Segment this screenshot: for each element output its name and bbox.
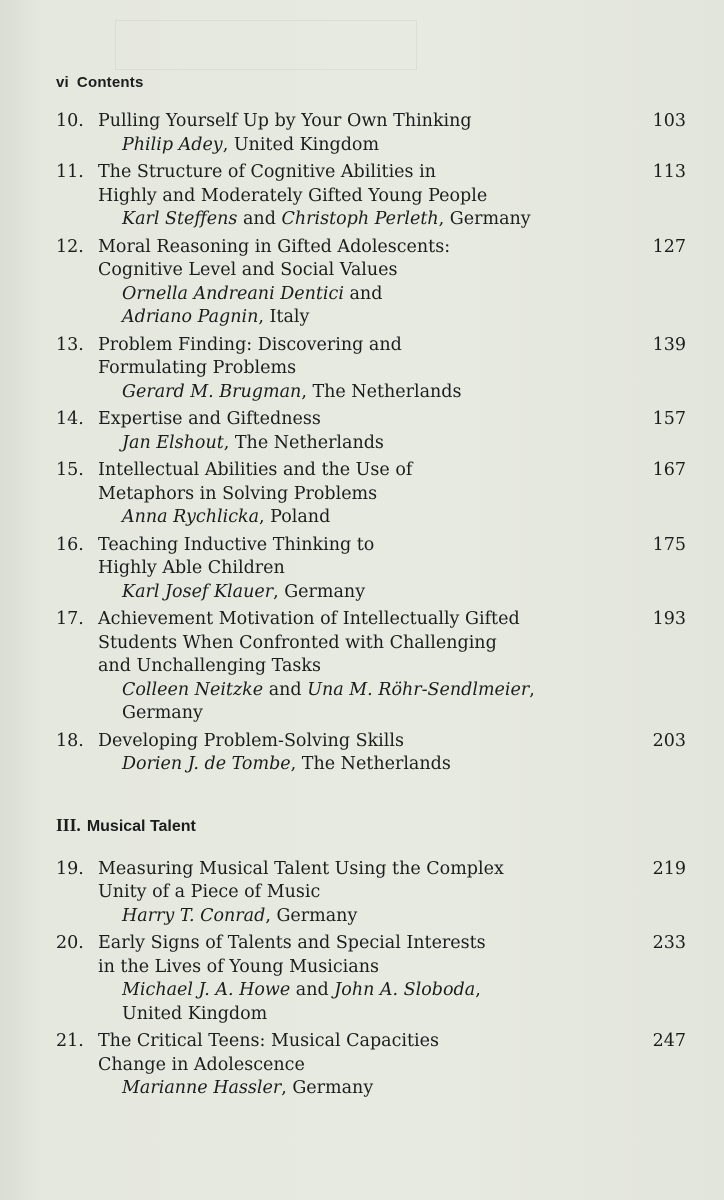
- chapter-page: 127: [652, 236, 686, 257]
- chapter-author-line: [98, 208, 616, 232]
- author-name: Gerard M. Brugman: [122, 381, 302, 402]
- chapter-author-line: [98, 581, 616, 605]
- chapter-page: 233: [652, 933, 686, 953]
- chapter-page: 157: [652, 409, 686, 429]
- author-name: Dorien J. de Tombe: [122, 754, 291, 774]
- chapter-title-line: Pulling Yourself Up by Your Own Thinking: [98, 111, 472, 131]
- toc-entry: [56, 932, 686, 1026]
- chapter-number: 21.: [56, 1031, 84, 1051]
- author-name: Adriano Pagnin: [122, 307, 259, 327]
- author-affiliation: , The Netherlands: [290, 754, 451, 774]
- chapter-title-line: The Structure of Cognitive Abilities in: [98, 162, 436, 182]
- chapter-body: [98, 408, 616, 455]
- chapter-title-line: Moral Reasoning in Gifted Adolescents:: [98, 236, 451, 257]
- chapter-author-line: [98, 905, 616, 929]
- chapter-number: 12.: [56, 236, 84, 257]
- author-name: Jan Elshout: [122, 432, 224, 453]
- chapter-number: 10.: [56, 111, 84, 131]
- author-affiliation: and: [237, 209, 282, 229]
- author-affiliation: United Kingdom: [122, 1003, 268, 1024]
- toc-entry: [56, 858, 686, 929]
- section-heading: [56, 815, 686, 836]
- chapter-number: 17.: [56, 609, 84, 629]
- chapter-title-line: Early Signs of Talents and Special Interests: [98, 933, 486, 953]
- author-name: Anna Rychlicka: [122, 507, 260, 527]
- toc-entry: [56, 534, 686, 605]
- chapter-page: 139: [652, 334, 686, 355]
- author-name: Ornella Andreani Dentici: [122, 283, 344, 304]
- author-affiliation: , The Netherlands: [223, 432, 384, 453]
- chapter-author-line: [98, 979, 616, 1003]
- chapter-author-line: [98, 1077, 616, 1101]
- chapter-title-line: Highly and Moderately Gifted Young People: [98, 185, 488, 206]
- chapter-number: 11.: [56, 162, 84, 182]
- author-affiliation: ,: [529, 679, 535, 700]
- author-name: Karl Josef Klauer: [122, 581, 274, 602]
- toc-entry: [56, 730, 686, 777]
- chapter-body: [98, 161, 616, 232]
- chapter-number: 20.: [56, 933, 84, 953]
- chapter-author-line: [98, 679, 616, 703]
- author-name: Christoph Perleth: [281, 209, 439, 229]
- chapter-body: [98, 236, 616, 330]
- chapter-author-line: [98, 702, 616, 726]
- chapter-body: [98, 1030, 616, 1101]
- toc-entry: [56, 608, 686, 726]
- chapter-number: 13.: [56, 334, 84, 355]
- author-affiliation: , Germany: [281, 1078, 374, 1098]
- toc-list-part-ii: [56, 110, 686, 777]
- author-affiliation: and: [263, 679, 308, 700]
- bleed-through-mark: [115, 20, 417, 70]
- chapter-page: 247: [652, 1031, 686, 1051]
- chapter-title-line: Formulating Problems: [98, 358, 297, 378]
- chapter-number: 15.: [56, 460, 84, 480]
- chapter-title-line: Metaphors in Solving Problems: [98, 483, 378, 504]
- toc-entry: [56, 459, 686, 530]
- chapter-number: 16.: [56, 534, 84, 555]
- author-name: Michael J. A. Howe: [122, 980, 291, 1000]
- toc-entry: [56, 110, 686, 157]
- chapter-body: [98, 858, 616, 929]
- toc-entry: [56, 334, 686, 405]
- author-affiliation: , United Kingdom: [222, 134, 380, 155]
- chapter-page: 167: [652, 460, 686, 480]
- author-affiliation: , Italy: [258, 307, 310, 327]
- chapter-title-line: The Critical Teens: Musical Capacities: [98, 1031, 439, 1051]
- author-affiliation: Germany: [122, 703, 203, 723]
- toc-list-part-iii: [56, 858, 686, 1101]
- chapter-author-line: [98, 432, 616, 456]
- running-header-title: Contents: [76, 74, 144, 91]
- toc-entry: [56, 236, 686, 330]
- chapter-author-line: [98, 506, 616, 530]
- toc-entry: [56, 161, 686, 232]
- chapter-title-line: Unity of a Piece of Music: [98, 882, 321, 902]
- chapter-body: [98, 932, 616, 1026]
- author-name: John A. Sloboda: [334, 980, 476, 1000]
- chapter-author-line: [98, 306, 616, 330]
- chapter-number: 14.: [56, 409, 84, 429]
- author-affiliation: and: [343, 283, 383, 304]
- chapter-title-line: and Unchallenging Tasks: [98, 656, 321, 676]
- chapter-author-line: [98, 753, 616, 777]
- section-title: Musical Talent: [86, 817, 196, 835]
- chapter-title-line: Cognitive Level and Social Values: [98, 260, 398, 280]
- chapter-author-line: [98, 381, 616, 405]
- chapter-page: 175: [652, 534, 686, 555]
- chapter-page: 113: [652, 162, 686, 182]
- chapter-number: 18.: [56, 730, 84, 751]
- chapter-body: [98, 110, 616, 157]
- chapter-body: [98, 459, 616, 530]
- chapter-title-line: Highly Able Children: [98, 558, 285, 578]
- chapter-title-line: Achievement Motivation of Intellectually Gifted: [98, 609, 520, 629]
- section-numeral: III.: [56, 814, 81, 835]
- chapter-body: [98, 730, 616, 777]
- chapter-page: 193: [652, 609, 686, 629]
- chapter-title-line: Intellectual Abilities and the Use of: [98, 460, 413, 480]
- toc-entry: [56, 1030, 686, 1101]
- author-name: Marianne Hassler: [122, 1078, 282, 1098]
- chapter-title-line: Expertise and Giftedness: [98, 409, 321, 429]
- author-affiliation: , The Netherlands: [301, 381, 462, 402]
- toc-entry: [56, 408, 686, 455]
- author-name: Una M. Röhr-Sendlmeier: [307, 679, 530, 700]
- author-name: Karl Steffens: [122, 209, 238, 229]
- author-affiliation: , Poland: [259, 507, 331, 527]
- table-of-contents: [56, 110, 686, 1101]
- chapter-number: 19.: [56, 858, 84, 879]
- author-affiliation: ,: [475, 980, 481, 1000]
- chapter-author-line: [98, 283, 616, 307]
- chapter-title-line: Measuring Musical Talent Using the Complex: [98, 858, 504, 879]
- author-affiliation: , Germany: [265, 905, 358, 926]
- page-number: vi: [56, 74, 69, 91]
- author-name: Harry T. Conrad: [122, 905, 266, 926]
- chapter-title-line: in the Lives of Young Musicians: [98, 956, 379, 977]
- chapter-body: [98, 608, 616, 726]
- running-header: [56, 74, 144, 91]
- author-affiliation: and: [290, 980, 335, 1000]
- chapter-body: [98, 534, 616, 605]
- chapter-body: [98, 334, 616, 405]
- chapter-title-line: Teaching Inductive Thinking to: [98, 534, 375, 555]
- chapter-author-line: [98, 1003, 616, 1027]
- author-affiliation: , Germany: [438, 209, 531, 229]
- chapter-page: 103: [652, 111, 686, 131]
- chapter-author-line: [98, 134, 616, 158]
- author-name: Philip Adey: [122, 134, 223, 155]
- chapter-title-line: Developing Problem-Solving Skills: [98, 730, 404, 751]
- chapter-page: 219: [652, 858, 686, 879]
- chapter-page: 203: [652, 730, 686, 751]
- author-affiliation: , Germany: [273, 581, 366, 602]
- chapter-title-line: Students When Confronted with Challenging: [98, 632, 497, 653]
- author-name: Colleen Neitzke: [122, 679, 264, 700]
- chapter-title-line: Change in Adolescence: [98, 1054, 305, 1075]
- chapter-title-line: Problem Finding: Discovering and: [98, 334, 402, 355]
